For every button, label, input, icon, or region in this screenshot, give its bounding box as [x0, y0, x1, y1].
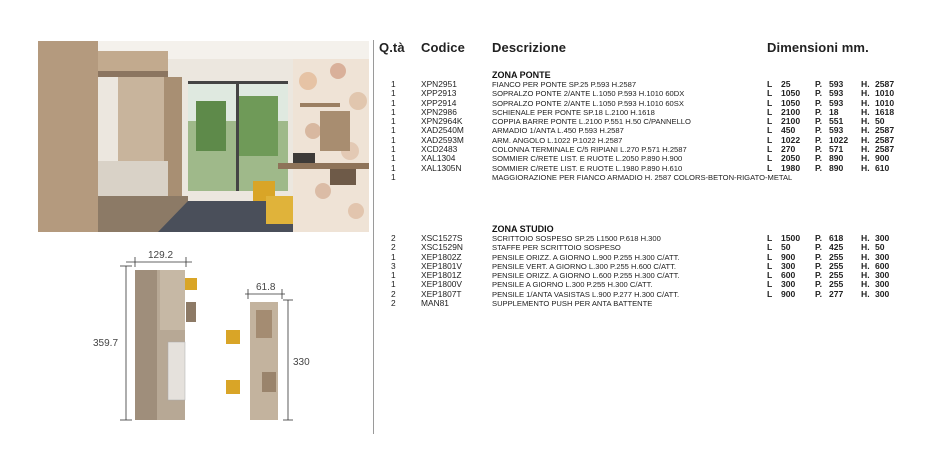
dim-l-label: L — [767, 153, 773, 164]
dim-h-value: 2587 — [875, 144, 895, 155]
row-qty: 1 — [391, 79, 396, 89]
dim-h-value: 50 — [875, 242, 885, 253]
dim-p-label: P. — [815, 116, 823, 127]
dim-h-value: 300 — [875, 288, 890, 299]
dim-l-value: 2050 — [781, 153, 801, 164]
dim-l-value: 450 — [781, 125, 796, 136]
dim-l-value: 900 — [781, 251, 796, 262]
row-code: XEP1807T — [421, 288, 462, 299]
dim-p-value: 593 — [829, 97, 844, 108]
dim-h-value: 2587 — [875, 79, 895, 89]
dim-h-label: H. — [861, 106, 870, 117]
studio-qty-column — [391, 234, 396, 308]
dim-p-label: P. — [815, 270, 823, 281]
header-code: Codice — [421, 40, 465, 55]
row-description: SUPPLEMENTO PUSH PER ANTA BATTENTE — [492, 299, 653, 309]
row-qty: 1 — [391, 162, 396, 173]
row-description: SOPRALZO PONTE 2/ANTE L.1050 P.593 H.1010 60SX — [492, 98, 684, 108]
row-code — [421, 173, 464, 182]
row-code: XPP2914 — [421, 97, 457, 108]
row-description: PENSILE VERT. A GIORNO L.300 P.255 H.600 C/ATT. — [492, 261, 677, 271]
dim-l-value: 600 — [781, 270, 796, 281]
dim-h-label: H. — [861, 88, 870, 99]
dim-p-value: 425 — [829, 242, 844, 253]
row-qty: 3 — [391, 260, 396, 271]
column-divider — [373, 40, 374, 434]
row-dimensions — [767, 173, 907, 182]
dim-h-label: H. — [861, 144, 870, 155]
dim-l-label: L — [767, 270, 773, 281]
dim-h-label: H. — [861, 153, 870, 164]
dim-p-value: 255 — [829, 260, 844, 271]
header-description: Descrizione — [492, 40, 567, 55]
row-qty: 1 — [391, 251, 396, 262]
dim-l-label: L — [767, 288, 773, 299]
row-code: MAN81 — [421, 298, 449, 309]
row-dimensions — [767, 164, 907, 173]
dim-h-label: H. — [861, 260, 870, 271]
header-dimensions: Dimensioni mm. — [767, 40, 869, 55]
row-description: PENSILE ORIZZ. A GIORNO L.600 P.255 H.300 C/ATT. — [492, 271, 680, 281]
row-code: XSC1529N — [421, 242, 463, 253]
dim-h-value: 300 — [875, 251, 890, 262]
dim-h-label: H. — [861, 116, 870, 127]
row-qty: 1 — [391, 144, 396, 155]
row-description: PENSILE ORIZZ. A GIORNO L.900 P.255 H.300 C/ATT. — [492, 252, 680, 262]
dim-h-label: H. — [861, 251, 870, 262]
dim-h-label: H. — [861, 270, 870, 281]
row-code: XPN2951 — [421, 79, 457, 89]
row-qty: 1 — [391, 116, 396, 127]
dim-right-width: 61.8 — [256, 282, 276, 293]
dim-p-label: P. — [815, 279, 823, 290]
dim-h-label: H. — [861, 97, 870, 108]
dim-p-label: P. — [815, 251, 823, 262]
row-qty: 1 — [391, 270, 396, 281]
dim-h-value: 2587 — [875, 125, 895, 136]
dim-l-value: 1980 — [781, 162, 801, 173]
ponte-code-column — [421, 80, 464, 182]
row-description: COLONNA TERMINALE C/5 RIPIANI L.270 P.571 H.2587 — [492, 145, 687, 155]
row-qty: 1 — [391, 153, 396, 164]
dim-h-value: 300 — [875, 270, 890, 281]
dim-h-label: H. — [861, 279, 870, 290]
ponte-description-column — [492, 80, 792, 182]
dim-p-value: 255 — [829, 251, 844, 262]
row-code: XPN2986 — [421, 106, 457, 117]
row-qty: 2 — [391, 298, 396, 309]
dim-h-label: H. — [861, 79, 870, 89]
dim-p-label: P. — [815, 288, 823, 299]
row-code: XEP1800V — [421, 279, 462, 290]
dim-l-value: 300 — [781, 260, 796, 271]
dim-l-value: 1500 — [781, 233, 801, 243]
row-code: XAD2593M — [421, 134, 464, 145]
dim-p-label: P. — [815, 162, 823, 173]
dim-h-label: H. — [861, 162, 870, 173]
dim-h-label: H. — [861, 233, 870, 243]
row-code: XEP1801V — [421, 260, 462, 271]
dim-p-label: P. — [815, 88, 823, 99]
row-qty: 1 — [391, 279, 396, 290]
dim-l-value: 2100 — [781, 106, 801, 117]
row-description: COPPIA BARRE PONTE L.2100 P.551 H.50 C/PANNELLO — [492, 117, 691, 127]
row-code: XPN2964K — [421, 116, 463, 127]
room-photo-illustration — [38, 41, 369, 232]
dim-p-label: P. — [815, 242, 823, 253]
dim-h-label: H. — [861, 125, 870, 136]
ponte-dimensions-column — [767, 80, 907, 182]
dim-p-value: 593 — [829, 125, 844, 136]
floor-plan-drawing — [80, 242, 370, 442]
dim-h-label: H. — [861, 134, 870, 145]
dim-p-value: 1022 — [829, 134, 849, 145]
dim-l-value: 2100 — [781, 116, 801, 127]
row-qty: 1 — [391, 134, 396, 145]
dim-h-label: H. — [861, 288, 870, 299]
dim-l-label: L — [767, 260, 773, 271]
row-code: XAL1305N — [421, 162, 462, 173]
dim-right-height: 330 — [293, 357, 310, 368]
dim-l-label: L — [767, 162, 773, 173]
row-description: FIANCO PER PONTE SP.25 P.593 H.2587 — [492, 80, 637, 89]
row-code: XCD2483 — [421, 144, 458, 155]
dim-l-label: L — [767, 144, 773, 155]
row-description: ARM. ANGOLO L.1022 P.1022 H.2587 — [492, 135, 623, 145]
dim-l-value: 270 — [781, 144, 796, 155]
studio-code-column — [421, 234, 463, 308]
dim-p-value: 571 — [829, 144, 844, 155]
dim-p-value: 890 — [829, 153, 844, 164]
row-description: SOMMIER C/RETE LIST. E RUOTE L.2050 P.890 H.900 — [492, 154, 683, 164]
dim-p-value: 593 — [829, 88, 844, 99]
floor-plan — [80, 242, 370, 442]
row-code: XAD2540M — [421, 125, 464, 136]
dim-h-value: 610 — [875, 162, 890, 173]
row-code: XEP1801Z — [421, 270, 462, 281]
dim-h-value: 300 — [875, 233, 890, 243]
section-title-studio: ZONA STUDIO — [492, 224, 554, 234]
dim-p-label: P. — [815, 106, 823, 117]
row-code: XEP1802Z — [421, 251, 462, 262]
dim-p-value: 618 — [829, 233, 844, 243]
dim-l-label: L — [767, 79, 773, 89]
dim-h-value: 1010 — [875, 97, 895, 108]
dim-h-value: 900 — [875, 153, 890, 164]
dim-p-value: 277 — [829, 288, 844, 299]
row-code: XPP2913 — [421, 88, 457, 99]
dim-h-value: 50 — [875, 116, 885, 127]
row-description: PENSILE A GIORNO L.300 P.255 H.300 C/ATT. — [492, 280, 653, 290]
dim-p-value: 255 — [829, 270, 844, 281]
dim-l-label: L — [767, 97, 773, 108]
ponte-qty-column — [391, 80, 396, 182]
dim-l-value: 300 — [781, 279, 796, 290]
row-qty: 1 — [391, 88, 396, 99]
dim-p-label: P. — [815, 144, 823, 155]
dim-p-label: P. — [815, 233, 823, 243]
row-qty: 1 — [391, 97, 396, 108]
dim-left-width: 129.2 — [148, 250, 174, 261]
row-description: SCRITTOIO SOSPESO SP.25 L1500 P.618 H.300 — [492, 234, 661, 243]
row-description: STAFFE PER SCRITTOIO SOSPESO — [492, 243, 621, 253]
dim-p-label: P. — [815, 125, 823, 136]
dim-l-value: 1022 — [781, 134, 801, 145]
row-dimensions — [767, 290, 907, 299]
dim-l-label: L — [767, 116, 773, 127]
row-code: XSC1527S — [421, 233, 463, 243]
dim-l-label: L — [767, 134, 773, 145]
dim-p-value: 593 — [829, 79, 844, 89]
dim-p-value: 890 — [829, 162, 844, 173]
dim-p-label: P. — [815, 97, 823, 108]
row-qty: 2 — [391, 233, 396, 243]
header-qty: Q.tà — [379, 40, 405, 55]
row-qty: 2 — [391, 288, 396, 299]
row-description: MAGGIORAZIONE PER FIANCO ARMADIO H. 2587 COLORS-BETON-RIGATO-METAL — [492, 172, 793, 182]
dim-h-value: 300 — [875, 279, 890, 290]
dim-l-label: L — [767, 88, 773, 99]
dim-l-value: 50 — [781, 242, 791, 253]
dim-p-value: 551 — [829, 116, 844, 127]
dim-l-value: 1050 — [781, 88, 801, 99]
dim-h-label: H. — [861, 242, 870, 253]
dim-p-label: P. — [815, 79, 823, 89]
studio-dimensions-column — [767, 234, 907, 308]
row-qty: 1 — [391, 125, 396, 136]
row-qty: 1 — [391, 106, 396, 117]
row-qty: 1 — [391, 171, 396, 182]
dim-l-label: L — [767, 251, 773, 262]
dim-p-label: P. — [815, 134, 823, 145]
dim-p-label: P. — [815, 153, 823, 164]
room-photo — [38, 41, 369, 232]
dim-h-value: 1010 — [875, 88, 895, 99]
section-title-ponte: ZONA PONTE — [492, 70, 551, 80]
row-description: PENSILE 1/ANTA VASISTAS L.900 P.277 H.300 C/ATT. — [492, 289, 680, 299]
row-description: SOPRALZO PONTE 2/ANTE L.1050 P.593 H.1010 60DX — [492, 89, 685, 99]
dim-l-label: L — [767, 279, 773, 290]
row-code: XAL1304 — [421, 153, 456, 164]
dim-l-value: 25 — [781, 79, 791, 89]
row-description: ARMADIO 1/ANTA L.450 P.593 H.2587 — [492, 126, 624, 136]
dim-left-height: 359.7 — [93, 338, 119, 349]
row-description: SCHIENALE PER PONTE SP.18 L.2100 H.1618 — [492, 107, 655, 117]
dim-h-value: 2587 — [875, 134, 895, 145]
dim-l-label: L — [767, 125, 773, 136]
dim-l-label: L — [767, 106, 773, 117]
row-description: SOMMIER C/RETE LIST. E RUOTE L.1980 P.890 H.610 — [492, 163, 683, 173]
row-qty: 2 — [391, 242, 396, 253]
studio-description-column — [492, 234, 680, 308]
dim-l-label: L — [767, 233, 773, 243]
row-dimensions — [767, 299, 907, 308]
dim-p-value: 18 — [829, 106, 839, 117]
dim-l-value: 900 — [781, 288, 796, 299]
dim-p-value: 255 — [829, 279, 844, 290]
dim-h-value: 600 — [875, 260, 890, 271]
dim-p-label: P. — [815, 260, 823, 271]
dim-h-value: 1618 — [875, 106, 895, 117]
dim-l-value: 1050 — [781, 97, 801, 108]
dim-l-label: L — [767, 242, 773, 253]
